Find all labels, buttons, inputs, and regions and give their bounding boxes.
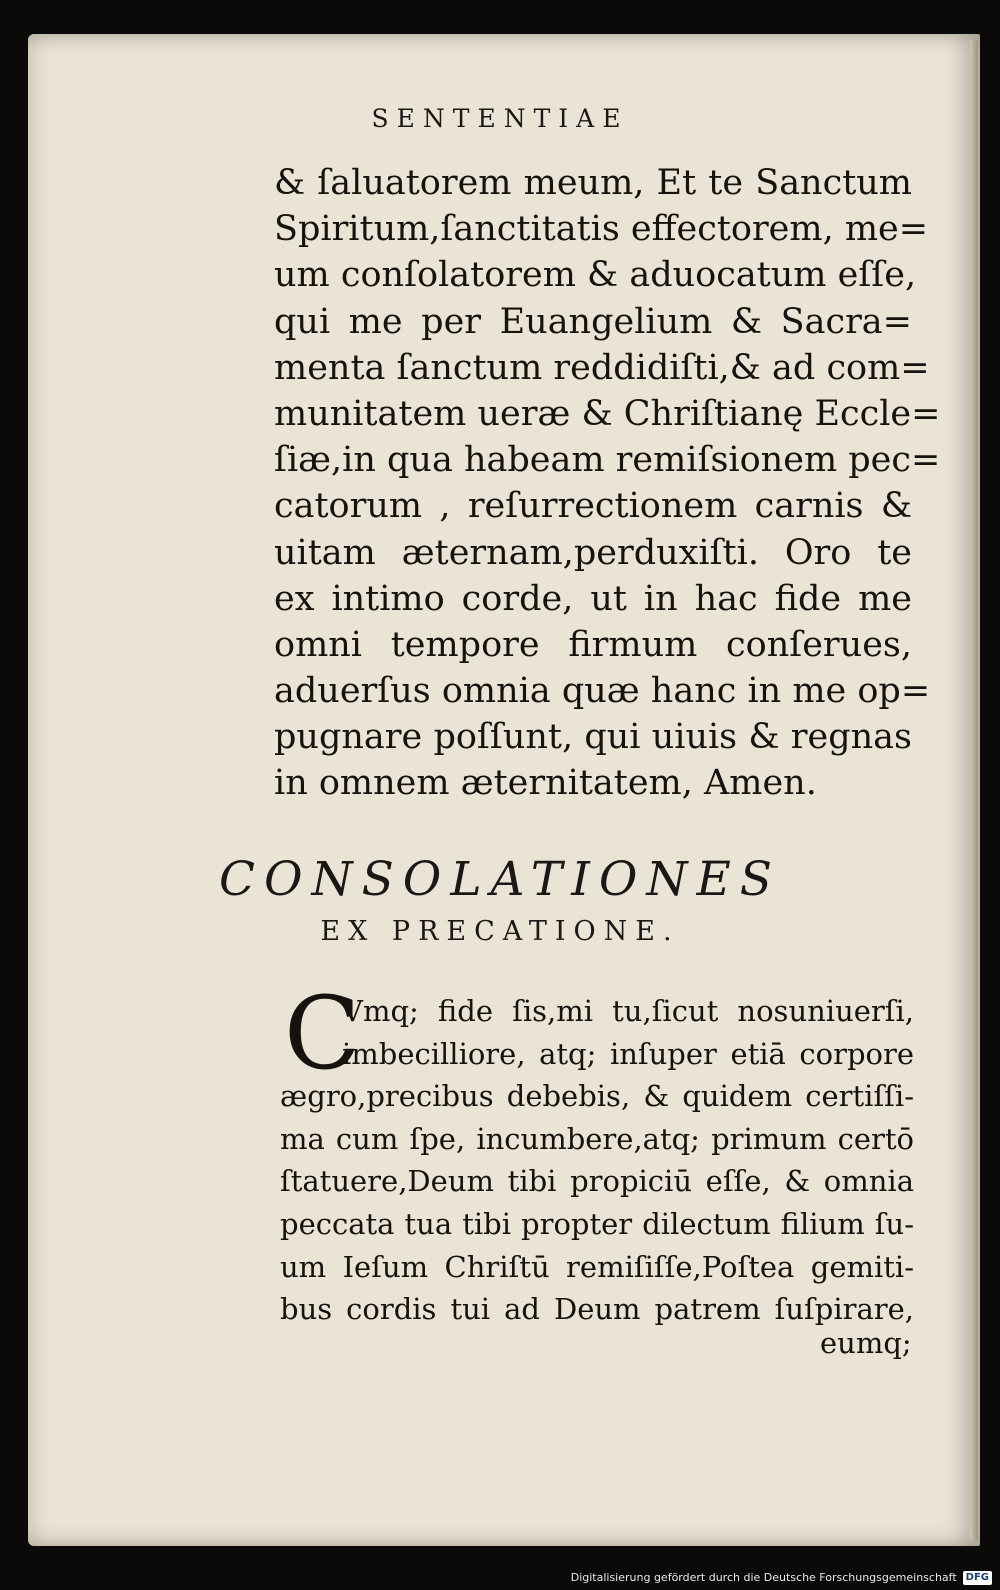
text-line: qui me per Euangelium & Sacra= bbox=[274, 301, 912, 342]
text-line: uitam æternam,perduxiſti. Oro te bbox=[274, 532, 912, 573]
text-line: pugnare poſſunt, qui uiuis & regnas bbox=[274, 717, 912, 758]
paragraph bbox=[280, 990, 914, 1331]
text-line: Spiritum,ſanctitatis effectorem, me= bbox=[274, 209, 929, 250]
text-line: catorum , reſurrectionem carnis & bbox=[274, 486, 912, 527]
page-edge bbox=[970, 40, 978, 1540]
running-header: SENTENTIAE bbox=[371, 104, 629, 133]
text-line: in omnem æternitatem, Amen. bbox=[274, 763, 817, 804]
drop-cap-initial: C bbox=[284, 975, 361, 1092]
text-line: omni tempore firmum conſerues, bbox=[274, 624, 912, 665]
text-line: menta ſanctum reddidiſti,& ad com= bbox=[274, 347, 930, 388]
paragraph-line: Vmq; fide ſis,mi tu,ſicut nosuniuerſi, bbox=[342, 994, 914, 1028]
text-line: ex intimo corde, ut in hac fide me bbox=[274, 578, 912, 619]
catchword: eumq; bbox=[820, 1326, 912, 1360]
text-line: munitatem ueræ & Chriſtianę Eccle= bbox=[274, 393, 941, 434]
section-subheading: EX PRECATIONE. bbox=[320, 916, 680, 947]
dfg-logo-icon[interactable]: DFG bbox=[963, 1571, 992, 1585]
body-text bbox=[274, 160, 941, 807]
text-line: ſiæ,in qua habeam remiſsionem pec= bbox=[274, 440, 941, 481]
paragraph-line: bus cordis tui ad Deum patrem ſuſpirare, bbox=[280, 1292, 914, 1327]
text-line: um conſolatorem & aduocatum eſſe, bbox=[274, 255, 917, 296]
paragraph-line: peccata tua tibi propter dilectum filium ſu- bbox=[280, 1206, 914, 1241]
digitization-footer bbox=[0, 1566, 1000, 1590]
text-line: & ſaluatorem meum, Et te Sanctum bbox=[274, 163, 912, 203]
paragraph-line: ſtatuere,Deum tibi propiciū eſſe, & omnia bbox=[280, 1164, 914, 1199]
paragraph-line: ma cum ſpe, incumbere,atq; primum certō bbox=[280, 1121, 914, 1156]
section-heading: CONSOLATIONES bbox=[218, 852, 781, 907]
footer-text: Digitalisierung gefördert durch die Deutsche Forschungsgemeinschaft bbox=[570, 1571, 957, 1584]
paragraph-line: ægro,precibus debebis, & quidem certiſſi- bbox=[280, 1079, 914, 1114]
paragraph-line: imbecilliore, atq; inſuper etiā corpore bbox=[342, 1036, 914, 1071]
paragraph-line: um Ieſum Chriſtū remiſiſſe,Poſtea gemiti- bbox=[280, 1249, 914, 1284]
text-line: aduerſus omnia quæ hanc in me op= bbox=[274, 671, 931, 712]
